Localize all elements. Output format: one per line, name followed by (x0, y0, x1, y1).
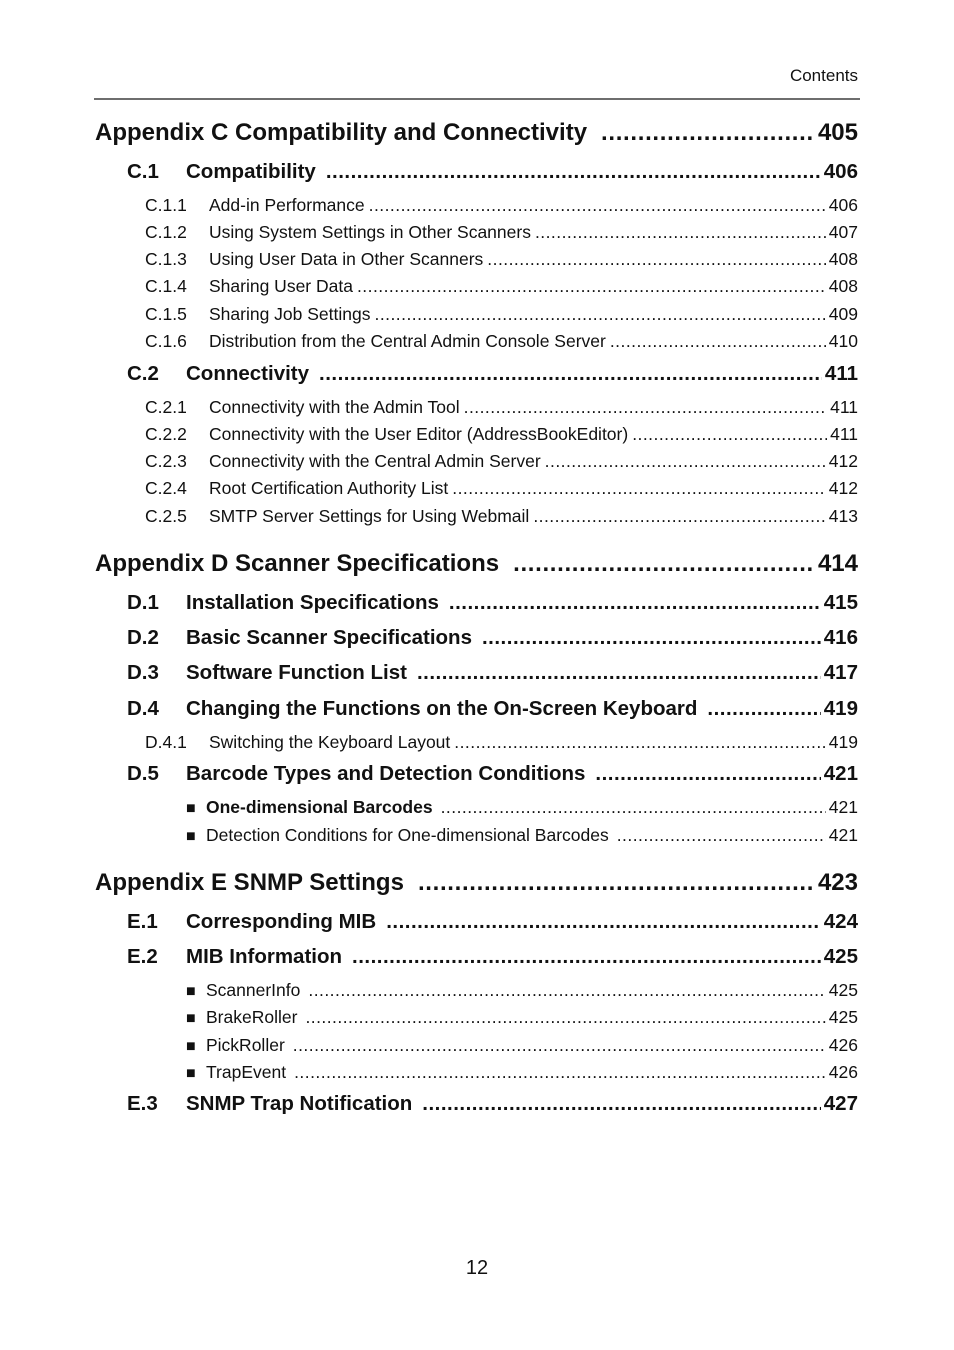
dot-leader (308, 979, 825, 1001)
toc-entry-number: C.1.5 (145, 304, 187, 324)
toc-entry-title: Using User Data in Other Scanners (209, 249, 484, 269)
toc-entry-page: 412 (828, 451, 858, 471)
dot-leader (326, 159, 821, 185)
toc-entry-title: SNMP Trap Notification (186, 1092, 413, 1115)
dot-leader (601, 118, 815, 148)
toc-entry[interactable] (127, 696, 858, 722)
dot-leader (422, 1091, 821, 1117)
toc-entry-title: Sharing User Data (209, 276, 353, 296)
toc-entry-page: 408 (828, 276, 858, 296)
toc-entry-title: Appendix C Compatibility and Connectivity (95, 119, 588, 146)
toc-entry-page: 415 (823, 591, 858, 614)
toc-entry-page: 406 (823, 160, 858, 183)
toc-entry[interactable] (145, 248, 858, 270)
toc-entry-page: 411 (824, 362, 858, 385)
dot-leader (707, 696, 820, 722)
dot-leader (617, 824, 826, 846)
toc-entry-title: Appendix E SNMP Settings (95, 869, 404, 896)
toc-entry[interactable] (127, 909, 858, 935)
toc-entry-number: C.2.4 (145, 478, 187, 498)
toc-entry-title: Connectivity with the Central Admin Server (209, 451, 541, 471)
toc-entry[interactable] (186, 979, 858, 1003)
square-bullet-icon: ■ (186, 983, 196, 1000)
toc-entry[interactable] (127, 159, 858, 185)
toc-entry-number: E.3 (127, 1092, 158, 1115)
toc-entry[interactable] (145, 330, 858, 352)
toc-entry-page: 421 (828, 825, 858, 845)
toc-entry-number: D.5 (127, 762, 159, 785)
dot-leader (452, 477, 826, 499)
toc-entry-page: 419 (823, 697, 858, 720)
toc-entry-title: TrapEvent (206, 1062, 287, 1082)
toc-entry-page: 425 (828, 1007, 858, 1027)
dot-leader (533, 505, 825, 527)
dot-leader (418, 868, 815, 898)
square-bullet-icon: ■ (186, 800, 196, 817)
toc-entry-page: 408 (828, 249, 858, 269)
toc-entry[interactable] (145, 194, 858, 216)
toc-entry-page: 421 (823, 762, 858, 785)
dot-leader (482, 625, 821, 651)
square-bullet-icon: ■ (186, 1010, 196, 1027)
square-bullet-icon: ■ (186, 828, 196, 845)
toc-entry-number: C.2.1 (145, 397, 187, 417)
toc-entry-number: E.1 (127, 910, 158, 933)
dot-leader (352, 944, 821, 970)
toc-entry-title: One-dimensional Barcodes (206, 797, 433, 817)
dot-leader (454, 731, 826, 753)
toc-entry-page: 423 (817, 869, 858, 896)
toc-entry[interactable] (145, 450, 858, 472)
dot-leader (294, 1061, 826, 1083)
toc-entry-page: 414 (817, 550, 858, 577)
dot-leader (632, 423, 827, 445)
toc-entry-page: 409 (828, 304, 858, 324)
toc-entry-page: 421 (828, 797, 858, 817)
toc-entry-number: D.1 (127, 591, 159, 614)
toc-entry-number: C.1.2 (145, 222, 187, 242)
toc-entry-number: C.1.6 (145, 331, 187, 351)
toc-entry-title: Connectivity with the User Editor (AddressBookEditor) (209, 424, 629, 444)
toc-entry-title: Corresponding MIB (186, 910, 377, 933)
toc-entry[interactable] (127, 361, 858, 387)
dot-leader (417, 660, 821, 686)
square-bullet-icon: ■ (186, 1038, 196, 1055)
toc-entry-number: C.1.4 (145, 276, 187, 296)
dot-leader (513, 549, 815, 579)
toc-entry-number: C.1.1 (145, 195, 187, 215)
toc-entry-title: Appendix D Scanner Specifications (95, 550, 500, 577)
dot-leader (386, 909, 821, 935)
dot-leader (545, 450, 826, 472)
toc-entry[interactable] (145, 275, 858, 297)
toc-entry-title: Changing the Functions on the On-Screen Keyboard (186, 697, 698, 720)
toc-entry[interactable] (95, 549, 858, 579)
dot-leader (449, 590, 821, 616)
toc-entry-number: D.4 (127, 697, 159, 720)
toc-entry-number: C.2 (127, 362, 159, 385)
toc-entry[interactable] (145, 477, 858, 499)
toc-entry[interactable] (145, 505, 858, 527)
toc-entry-title: Compatibility (186, 160, 316, 183)
toc-entry[interactable] (145, 221, 858, 243)
toc-entry[interactable] (95, 868, 858, 898)
toc-entry-title: Connectivity (186, 362, 310, 385)
toc-entry[interactable] (145, 303, 858, 325)
toc-entry-page: 426 (828, 1062, 858, 1082)
toc-entry-number: D.3 (127, 661, 159, 684)
toc-entry-page: 427 (823, 1092, 858, 1115)
toc-entry[interactable] (127, 761, 858, 787)
toc-entry-page: 417 (823, 661, 858, 684)
dot-leader (305, 1006, 825, 1028)
toc-entry-number: C.2.2 (145, 424, 187, 444)
toc-entry-number: C.2.3 (145, 451, 187, 471)
header-divider (94, 98, 860, 100)
toc-entry-title: Software Function List (186, 661, 407, 684)
toc-entry[interactable] (186, 1061, 858, 1085)
toc-entry[interactable] (186, 1006, 858, 1030)
toc-entry-title: Distribution from the Central Admin Console Server (209, 331, 606, 351)
dot-leader (595, 761, 820, 787)
running-header: Contents (789, 66, 858, 85)
page-number: 12 (465, 1257, 489, 1279)
toc-entry[interactable] (145, 731, 858, 753)
toc-entry-page: 413 (828, 506, 858, 526)
toc-entry-title: MIB Information (186, 945, 343, 968)
toc-entry-number: C.1.3 (145, 249, 187, 269)
toc-entry[interactable] (186, 1034, 858, 1058)
toc-entry[interactable] (127, 944, 858, 970)
toc-entry[interactable] (127, 1091, 858, 1117)
dot-leader (464, 396, 827, 418)
dot-leader (319, 361, 822, 387)
toc-entry-page: 425 (828, 980, 858, 1000)
toc-entry-title: PickRoller (206, 1035, 285, 1055)
toc-entry[interactable] (186, 824, 858, 848)
toc-entry-page: 416 (823, 626, 858, 649)
toc-entry-title: ScannerInfo (206, 980, 301, 1000)
toc-entry-title: Detection Conditions for One-dimensional Barcodes (206, 825, 609, 845)
dot-leader (293, 1034, 826, 1056)
toc-entry-title: Sharing Job Settings (209, 304, 371, 324)
toc-entry-title: Using System Settings in Other Scanners (209, 222, 531, 242)
toc-entry[interactable] (145, 396, 858, 418)
toc-entry-title: Connectivity with the Admin Tool (209, 397, 460, 417)
toc-entry-title: Root Certification Authority List (209, 478, 449, 498)
toc-entry-title: BrakeRoller (206, 1007, 298, 1027)
toc-entry[interactable] (145, 423, 858, 445)
toc-entry-page: 425 (823, 945, 858, 968)
toc-entry[interactable] (95, 118, 858, 148)
dot-leader (535, 221, 826, 243)
toc-entry-page: 411 (830, 424, 858, 444)
toc-entry-number: D.4.1 (145, 732, 187, 752)
dot-leader (369, 194, 826, 216)
toc-entry[interactable] (127, 590, 858, 616)
toc-entry-page: 410 (828, 331, 858, 351)
toc-entry-page: 406 (828, 195, 858, 215)
toc-entry-page: 407 (828, 222, 858, 242)
toc-entry-number: E.2 (127, 945, 158, 968)
toc-entry-page: 419 (828, 732, 858, 752)
square-bullet-icon: ■ (186, 1065, 196, 1082)
dot-leader (375, 303, 826, 325)
toc-entry-page: 412 (828, 478, 858, 498)
toc-entry-title: Add-in Performance (209, 195, 365, 215)
dot-leader (610, 330, 826, 352)
toc-entry-title: Switching the Keyboard Layout (209, 732, 451, 752)
toc-entry-page: 426 (828, 1035, 858, 1055)
toc-entry-title: Installation Specifications (186, 591, 439, 614)
toc-entry[interactable] (127, 625, 858, 651)
toc-entry[interactable] (186, 796, 858, 820)
dot-leader (487, 248, 826, 270)
dot-leader (441, 796, 826, 818)
toc-entry-number: C.2.5 (145, 506, 187, 526)
toc-entry-number: D.2 (127, 626, 159, 649)
toc-entry-title: SMTP Server Settings for Using Webmail (209, 506, 530, 526)
toc-entry-page: 405 (817, 119, 858, 146)
toc-entry-title: Barcode Types and Detection Conditions (186, 762, 586, 785)
toc-entry-page: 424 (823, 910, 858, 933)
toc-entry-page: 411 (830, 397, 858, 417)
toc-entry[interactable] (127, 660, 858, 686)
dot-leader (357, 275, 826, 297)
toc-entry-title: Basic Scanner Specifications (186, 626, 472, 649)
toc-entry-number: C.1 (127, 160, 159, 183)
